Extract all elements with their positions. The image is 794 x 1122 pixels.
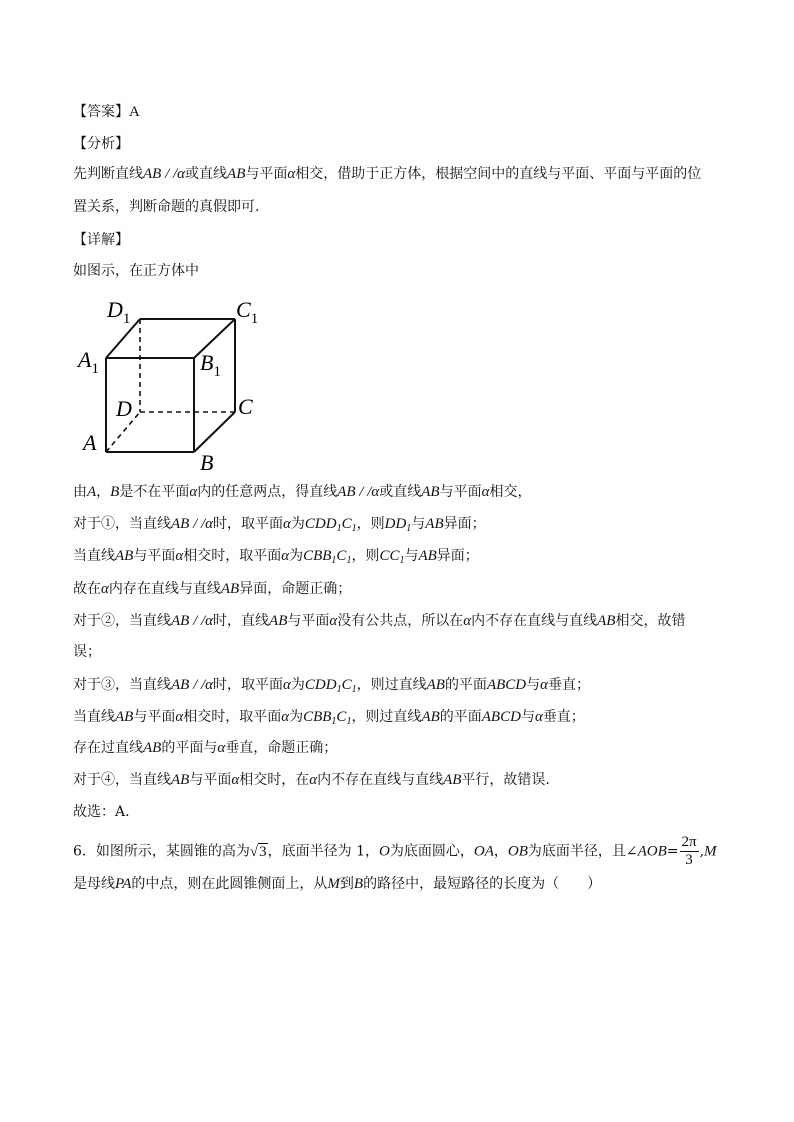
label-c1: C1 xyxy=(236,297,259,327)
label-a: A xyxy=(83,430,97,455)
math-alpha: α xyxy=(481,484,490,500)
text: 故在 xyxy=(73,581,101,597)
text: ， xyxy=(493,843,508,860)
math-alpha: α xyxy=(205,677,214,693)
math-sqrt-3: √3 xyxy=(249,843,267,860)
text: 或直线 xyxy=(185,166,228,182)
text: 平行，故错误. xyxy=(461,772,550,788)
text: 的路径中，最短路径的长度为（ ） xyxy=(363,876,602,892)
text: 是母线 xyxy=(73,876,115,892)
math-o: O xyxy=(379,843,390,860)
math-alpha: α xyxy=(281,709,290,725)
text: 垂直； xyxy=(547,677,590,693)
text: = xyxy=(666,843,679,860)
label-b: B xyxy=(200,450,214,475)
detail-line-3 xyxy=(73,546,479,566)
detail-line-6 xyxy=(73,642,101,662)
label-c: C xyxy=(238,394,253,419)
math-a: A xyxy=(87,484,97,500)
text: 与平面 xyxy=(287,613,330,629)
math-m: M xyxy=(704,843,717,860)
math-ab: AB xyxy=(115,709,134,725)
text: ，底面半径为 1， xyxy=(267,843,380,860)
text: ，则 xyxy=(351,548,380,564)
text: 内的任意两点，得直线 xyxy=(197,484,338,500)
math-ab: AB xyxy=(171,613,190,629)
cube-figure xyxy=(72,292,277,477)
text: 与平面 xyxy=(133,709,176,725)
text: 相交时，在 xyxy=(239,772,310,788)
text: 的中点，则在此圆锥侧面上，从 xyxy=(131,876,328,892)
text: 时，取平面 xyxy=(213,677,284,693)
analysis-line-1 xyxy=(73,164,701,184)
text: 6．如图所示，某圆锥的高为 xyxy=(73,843,250,860)
math-ab: AB xyxy=(143,166,162,182)
text: 与 xyxy=(520,709,535,725)
math-alpha: α xyxy=(283,677,291,693)
text: 先判断直线 xyxy=(73,166,143,182)
label-b1: B1 xyxy=(200,350,221,380)
text: 相交时，取平面 xyxy=(183,548,282,564)
math-ab: AB xyxy=(418,548,437,564)
math-ab: AB xyxy=(597,613,616,629)
analysis-heading xyxy=(73,134,129,154)
text: ， xyxy=(96,484,111,500)
math-alpha: α xyxy=(281,548,290,564)
math-ab: AB xyxy=(171,677,190,693)
detail-conclusion xyxy=(73,802,130,822)
math-fraction: $\frac{2\pi}{3}$ xyxy=(681,834,697,868)
math-alpha: α xyxy=(177,166,186,182)
detail-label: 【详解】 xyxy=(73,232,129,248)
math-parallel: / / xyxy=(189,677,206,693)
text: 相交，故错 xyxy=(615,613,686,629)
text: 与平面 xyxy=(245,166,288,182)
math-abcd: ABCD xyxy=(486,677,527,693)
math-alpha: α xyxy=(371,484,380,500)
math-ab: AB xyxy=(171,772,190,788)
answer-value: A xyxy=(129,104,140,120)
math-parallel: / / xyxy=(161,166,178,182)
math-aob: AOB xyxy=(637,843,667,860)
text: 误； xyxy=(73,644,101,660)
text: 对于①，当直线 xyxy=(73,516,171,532)
math-pa: PA xyxy=(115,876,132,892)
detail-line-8 xyxy=(73,707,585,727)
math-m: M xyxy=(327,876,340,892)
math-ab: AB xyxy=(143,740,162,756)
math-ab: AB xyxy=(443,772,462,788)
text: 当直线 xyxy=(73,548,115,564)
text: 内不存在直线与直线 xyxy=(317,772,444,788)
math-b: B xyxy=(110,484,120,500)
text: ，则过直线 xyxy=(351,709,422,725)
text: 与 xyxy=(404,548,419,564)
text: 时，取平面 xyxy=(213,516,284,532)
math-cc1: $CC_1$ xyxy=(379,548,405,566)
math-alpha: α xyxy=(101,581,109,597)
text: 故选：A. xyxy=(73,804,130,820)
math-alpha: α xyxy=(309,772,318,788)
text: 当直线 xyxy=(73,709,115,725)
text: 或直线 xyxy=(379,484,422,500)
math-ab: AB xyxy=(426,677,445,693)
text: 的平面 xyxy=(439,709,482,725)
math-plane: $CBB_1C_1$ xyxy=(303,548,352,566)
math-ab: AB xyxy=(337,484,356,500)
math-alpha: α xyxy=(283,516,291,532)
text: 相交， xyxy=(489,484,532,500)
text: 为 xyxy=(290,677,305,693)
math-ab: AB xyxy=(425,516,444,532)
text: 相交时，取平面 xyxy=(183,709,282,725)
text: 与平面 xyxy=(189,772,232,788)
math-b: B xyxy=(353,876,364,892)
analysis-line-2 xyxy=(73,197,259,217)
math-ob: OB xyxy=(507,843,528,860)
math-alpha: α xyxy=(540,677,548,693)
math-ab: AB xyxy=(115,548,134,564)
text: 如图示，在正方体中 xyxy=(73,263,199,279)
math-ab: AB xyxy=(171,516,190,532)
text: 垂直； xyxy=(542,709,585,725)
math-alpha: α xyxy=(205,516,214,532)
math-ab: AB xyxy=(227,166,246,182)
math-dd1: $DD_1$ xyxy=(384,516,412,534)
detail-line-7 xyxy=(73,675,590,695)
math-ab: AB xyxy=(269,613,288,629)
math-plane: $CDD_1C_1$ xyxy=(304,677,357,695)
math-plane: $CBB_1C_1$ xyxy=(303,709,352,727)
text: 为底面半径，且∠ xyxy=(527,843,638,860)
text: 为底面圆心， xyxy=(389,843,474,860)
detail-line-1: 由A，B是不在平面α内的任意两点，得直线AB / /α或直线AB与平面α相交， xyxy=(73,484,532,500)
text: 的平面 xyxy=(444,677,487,693)
text: 为 xyxy=(289,709,304,725)
math-alpha: α xyxy=(463,613,472,629)
math-alpha: α xyxy=(217,740,226,756)
math-oa: OA xyxy=(473,843,494,860)
math-alpha: α xyxy=(175,548,184,564)
text: 内存在直线与直线 xyxy=(108,581,221,597)
text: 对于③，当直线 xyxy=(73,677,171,693)
math-alpha: α xyxy=(287,166,296,182)
text: 时，直线 xyxy=(213,613,270,629)
math-alpha: α xyxy=(205,613,214,629)
text: 异面； xyxy=(436,548,479,564)
answer-label: 【答案】 xyxy=(73,104,129,120)
text: 为 xyxy=(290,516,305,532)
text: 与 xyxy=(411,516,426,532)
math-alpha: α xyxy=(329,613,338,629)
text: 是不在平面 xyxy=(119,484,190,500)
text: , xyxy=(699,843,705,860)
detail-intro xyxy=(73,261,199,281)
detail-line-4 xyxy=(73,579,351,599)
math-ab: AB xyxy=(220,581,240,597)
text: 的平面与 xyxy=(161,740,218,756)
math-alpha: α xyxy=(534,709,543,725)
text: 相交，借助于正方体，根据空间中的直线与平面、平面与平面的位 xyxy=(295,166,702,182)
text: 对于②，当直线 xyxy=(73,613,171,629)
detail-heading xyxy=(73,230,129,250)
math-parallel: / / xyxy=(355,484,372,500)
text: 对于④，当直线 xyxy=(73,772,171,788)
label-d: D xyxy=(116,396,132,421)
question-6-line-2 xyxy=(73,874,601,894)
text: 与平面 xyxy=(133,548,176,564)
math-alpha: α xyxy=(175,709,184,725)
text: ，则过直线 xyxy=(356,677,427,693)
text: 与 xyxy=(526,677,541,693)
analysis-label: 【分析】 xyxy=(73,136,129,152)
text: 到 xyxy=(339,876,354,892)
math-abcd: ABCD xyxy=(481,709,521,725)
text: 内不存在直线与直线 xyxy=(471,613,598,629)
math-alpha: α xyxy=(189,484,198,500)
detail-line-9 xyxy=(73,738,337,758)
text: 存在过直线 xyxy=(73,740,143,756)
math-ab: AB xyxy=(421,484,440,500)
math-plane: $CDD_1C_1$ xyxy=(304,516,357,534)
question-6-line-1 xyxy=(73,834,717,869)
math-parallel: / / xyxy=(189,516,206,532)
text: ，则 xyxy=(356,516,385,532)
detail-line-5 xyxy=(73,611,685,631)
answer-line xyxy=(73,102,140,122)
detail-line-10 xyxy=(73,770,550,790)
detail-line-2 xyxy=(73,514,486,534)
text: 异面； xyxy=(443,516,486,532)
text: 与平面 xyxy=(439,484,482,500)
text: 垂直，命题正确； xyxy=(225,740,338,756)
text: 置关系，判断命题的真假即可. xyxy=(73,199,260,215)
math-ab: AB xyxy=(421,709,440,725)
text: 没有公共点，所以在 xyxy=(337,613,464,629)
text: 为 xyxy=(289,548,304,564)
edge-bc xyxy=(194,412,235,452)
math-alpha: α xyxy=(231,772,240,788)
text: 异面，命题正确； xyxy=(239,581,352,597)
label-a1: A1 xyxy=(78,347,99,377)
label-d1: D1 xyxy=(107,297,131,327)
math-parallel: / / xyxy=(189,613,206,629)
